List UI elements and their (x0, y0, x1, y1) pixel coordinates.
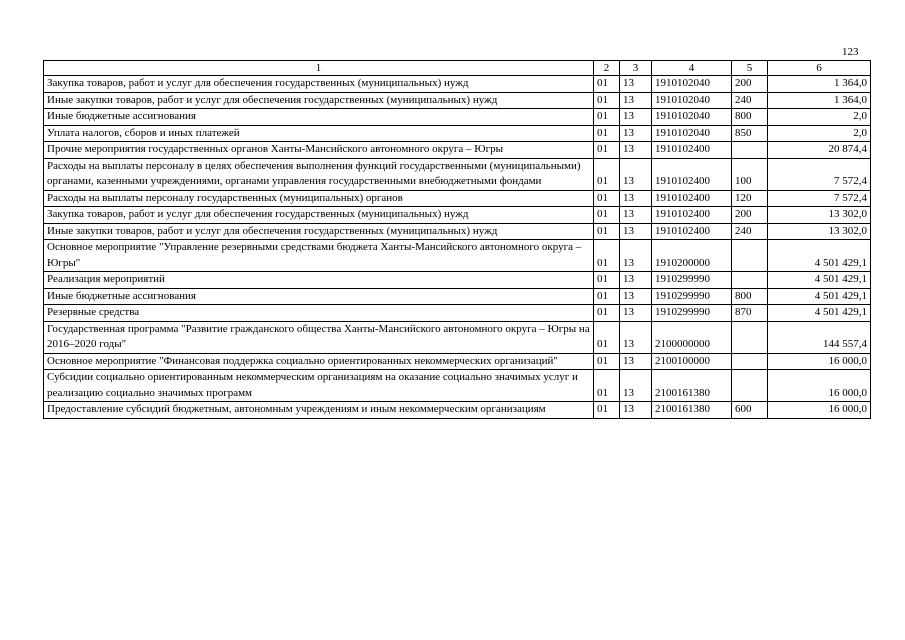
expense-type-code (732, 353, 768, 370)
amount: 20 874,4 (768, 142, 871, 159)
subsection-code: 13 (620, 109, 652, 126)
section-code: 01 (594, 288, 620, 305)
row-description: Расходы на выплаты персоналу государственных (муниципальных) органов (44, 190, 594, 207)
subsection-code: 13 (620, 76, 652, 93)
column-header: 3 (620, 61, 652, 76)
target-article-code: 1910299990 (652, 305, 732, 322)
row-description: Государственная программа "Развитие гражданского общества Ханты-Мансийского автономного округа – Югры на 2016–2020 годы" (44, 321, 594, 353)
amount: 16 000,0 (768, 353, 871, 370)
section-code: 01 (594, 353, 620, 370)
row-description: Резервные средства (44, 305, 594, 322)
page-number: 123 (842, 46, 859, 58)
amount: 1 364,0 (768, 76, 871, 93)
table-row (44, 272, 871, 289)
table-row (44, 223, 871, 240)
section-code: 01 (594, 223, 620, 240)
table-row (44, 76, 871, 93)
amount: 13 302,0 (768, 207, 871, 224)
expense-type-code: 240 (732, 92, 768, 109)
subsection-code: 13 (620, 190, 652, 207)
expense-type-code (732, 142, 768, 159)
target-article-code: 1910102400 (652, 207, 732, 224)
table-row (44, 402, 871, 419)
expense-type-code: 100 (732, 158, 768, 190)
row-description: Иные закупки товаров, работ и услуг для обеспечения государственных (муниципальных) нужд (44, 92, 594, 109)
expense-type-code: 800 (732, 109, 768, 126)
column-header: 6 (768, 61, 871, 76)
target-article-code: 1910102040 (652, 92, 732, 109)
section-code: 01 (594, 240, 620, 272)
row-description: Закупка товаров, работ и услуг для обеспечения государственных (муниципальных) нужд (44, 76, 594, 93)
table-row (44, 109, 871, 126)
table-row (44, 158, 871, 190)
row-description: Прочие мероприятия государственных органов Ханты-Мансийского автономного округа – Югры (44, 142, 594, 159)
target-article-code: 2100161380 (652, 370, 732, 402)
row-description: Основное мероприятие "Управление резервными средствами бюджета Ханты-Мансийского автономного округа – Югры" (44, 240, 594, 272)
row-description: Предоставление субсидий бюджетным, автономным учреждениям и иным некоммерческим организациям (44, 402, 594, 419)
table-row (44, 240, 871, 272)
section-code: 01 (594, 109, 620, 126)
column-header: 2 (594, 61, 620, 76)
target-article-code: 1910102040 (652, 76, 732, 93)
subsection-code: 13 (620, 240, 652, 272)
amount: 2,0 (768, 109, 871, 126)
target-article-code: 1910102400 (652, 142, 732, 159)
section-code: 01 (594, 305, 620, 322)
table-row (44, 353, 871, 370)
subsection-code: 13 (620, 207, 652, 224)
amount: 4 501 429,1 (768, 305, 871, 322)
expense-type-code: 850 (732, 125, 768, 142)
expense-type-code (732, 321, 768, 353)
amount: 4 501 429,1 (768, 272, 871, 289)
column-header: 1 (44, 61, 594, 76)
amount: 144 557,4 (768, 321, 871, 353)
table-row (44, 207, 871, 224)
amount: 2,0 (768, 125, 871, 142)
row-description: Реализация мероприятий (44, 272, 594, 289)
subsection-code: 13 (620, 288, 652, 305)
target-article-code: 1910200000 (652, 240, 732, 272)
subsection-code: 13 (620, 223, 652, 240)
section-code: 01 (594, 125, 620, 142)
amount: 13 302,0 (768, 223, 871, 240)
target-article-code: 1910299990 (652, 272, 732, 289)
section-code: 01 (594, 92, 620, 109)
subsection-code: 13 (620, 272, 652, 289)
table-row (44, 288, 871, 305)
section-code: 01 (594, 142, 620, 159)
expense-type-code: 240 (732, 223, 768, 240)
subsection-code: 13 (620, 353, 652, 370)
target-article-code: 2100000000 (652, 321, 732, 353)
target-article-code: 2100100000 (652, 353, 732, 370)
row-description: Иные бюджетные ассигнования (44, 288, 594, 305)
expense-type-code (732, 240, 768, 272)
column-header: 5 (732, 61, 768, 76)
section-code: 01 (594, 158, 620, 190)
expense-type-code: 200 (732, 76, 768, 93)
budget-table (43, 60, 871, 419)
section-code: 01 (594, 76, 620, 93)
section-code: 01 (594, 402, 620, 419)
table-row (44, 321, 871, 353)
row-description: Субсидии социально ориентированным некоммерческим организациям на оказание социально значимых услуг и реализацию социально значимых программ (44, 370, 594, 402)
table-header-row (44, 61, 871, 76)
subsection-code: 13 (620, 92, 652, 109)
expense-type-code: 200 (732, 207, 768, 224)
table-row (44, 305, 871, 322)
row-description: Основное мероприятие "Финансовая поддержка социально ориентированных некоммерческих организаций" (44, 353, 594, 370)
amount: 16 000,0 (768, 370, 871, 402)
expense-type-code: 600 (732, 402, 768, 419)
target-article-code: 1910102040 (652, 109, 732, 126)
amount: 7 572,4 (768, 158, 871, 190)
row-description: Иные бюджетные ассигнования (44, 109, 594, 126)
row-description: Иные закупки товаров, работ и услуг для обеспечения государственных (муниципальных) нужд (44, 223, 594, 240)
expense-type-code: 800 (732, 288, 768, 305)
section-code: 01 (594, 272, 620, 289)
expense-type-code: 120 (732, 190, 768, 207)
amount: 4 501 429,1 (768, 240, 871, 272)
amount: 1 364,0 (768, 92, 871, 109)
table-row (44, 92, 871, 109)
row-description: Закупка товаров, работ и услуг для обеспечения государственных (муниципальных) нужд (44, 207, 594, 224)
section-code: 01 (594, 207, 620, 224)
subsection-code: 13 (620, 321, 652, 353)
table-row (44, 370, 871, 402)
subsection-code: 13 (620, 158, 652, 190)
expense-type-code (732, 272, 768, 289)
target-article-code: 1910102400 (652, 158, 732, 190)
target-article-code: 1910102400 (652, 190, 732, 207)
table-row (44, 190, 871, 207)
amount: 7 572,4 (768, 190, 871, 207)
expense-type-code (732, 370, 768, 402)
row-description: Расходы на выплаты персоналу в целях обеспечения выполнения функций государственными (муниципальными) органами, казенными учреждениями, органами управления государственными внебюджетными фондами (44, 158, 594, 190)
amount: 4 501 429,1 (768, 288, 871, 305)
subsection-code: 13 (620, 305, 652, 322)
subsection-code: 13 (620, 370, 652, 402)
table-row (44, 125, 871, 142)
target-article-code: 1910102040 (652, 125, 732, 142)
target-article-code: 1910299990 (652, 288, 732, 305)
subsection-code: 13 (620, 125, 652, 142)
row-description: Уплата налогов, сборов и иных платежей (44, 125, 594, 142)
section-code: 01 (594, 190, 620, 207)
target-article-code: 1910102400 (652, 223, 732, 240)
target-article-code: 2100161380 (652, 402, 732, 419)
column-header: 4 (652, 61, 732, 76)
amount: 16 000,0 (768, 402, 871, 419)
expense-type-code: 870 (732, 305, 768, 322)
section-code: 01 (594, 370, 620, 402)
section-code: 01 (594, 321, 620, 353)
subsection-code: 13 (620, 402, 652, 419)
subsection-code: 13 (620, 142, 652, 159)
table-row (44, 142, 871, 159)
